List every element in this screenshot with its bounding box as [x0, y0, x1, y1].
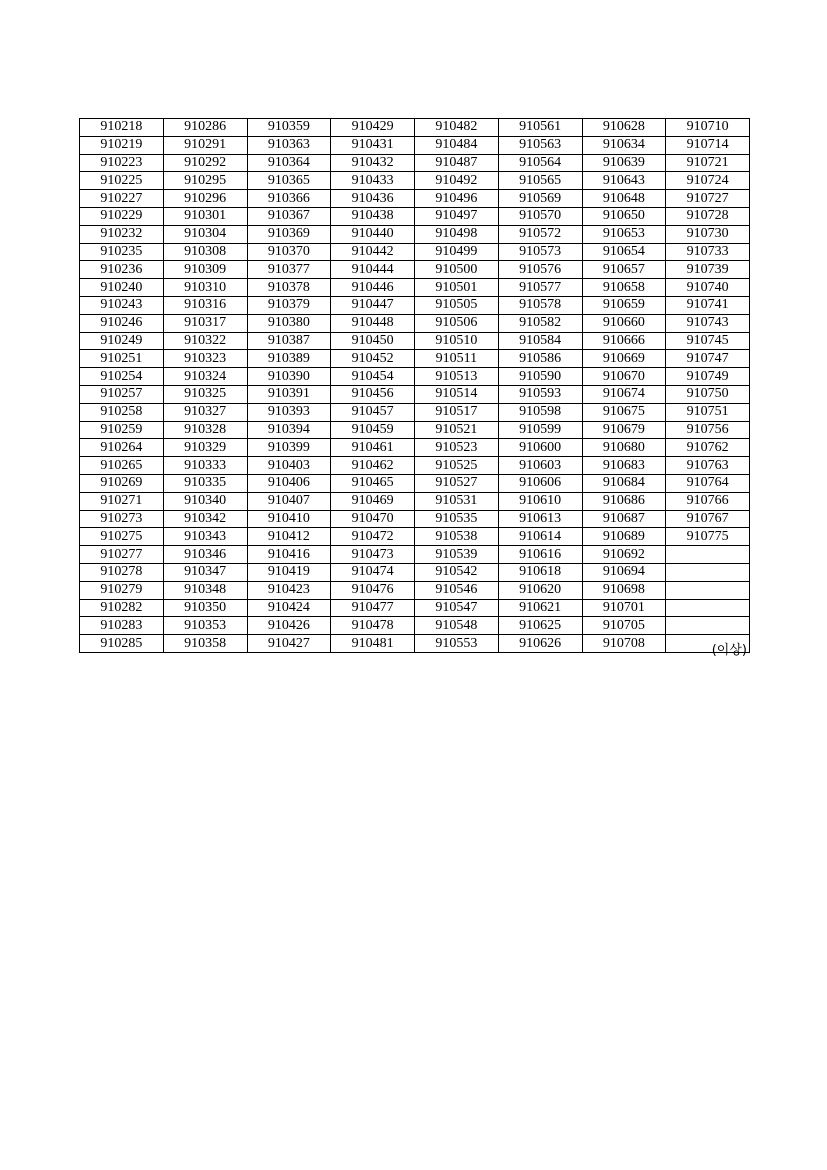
table-cell: 910648 — [582, 190, 666, 208]
table-cell: 910424 — [247, 599, 331, 617]
table-cell: 910582 — [498, 314, 582, 332]
table-cell: 910348 — [163, 581, 247, 599]
table-cell: 910470 — [331, 510, 415, 528]
table-cell: 910476 — [331, 581, 415, 599]
table-cell: 910436 — [331, 190, 415, 208]
table-cell: 910259 — [80, 421, 164, 439]
table-row — [80, 510, 750, 528]
table-row — [80, 439, 750, 457]
table-cell: 910701 — [582, 599, 666, 617]
table-cell: 910474 — [331, 563, 415, 581]
table-cell: 910465 — [331, 474, 415, 492]
table-cell: 910325 — [163, 385, 247, 403]
table-cell: 910452 — [331, 350, 415, 368]
table-cell — [666, 546, 750, 564]
table-cell: 910733 — [666, 243, 750, 261]
table-cell: 910618 — [498, 563, 582, 581]
table-cell: 910764 — [666, 474, 750, 492]
table-cell: 910359 — [247, 119, 331, 137]
table-cell: 910546 — [415, 581, 499, 599]
table-cell: 910358 — [163, 635, 247, 653]
table-cell: 910264 — [80, 439, 164, 457]
table-cell: 910675 — [582, 403, 666, 421]
table-cell: 910403 — [247, 457, 331, 475]
table-cell: 910600 — [498, 439, 582, 457]
table-cell: 910343 — [163, 528, 247, 546]
table-cell: 910659 — [582, 296, 666, 314]
table-cell: 910666 — [582, 332, 666, 350]
end-note: (이상) — [711, 643, 747, 658]
table-cell: 910621 — [498, 599, 582, 617]
table-cell: 910219 — [80, 136, 164, 154]
table-cell: 910324 — [163, 368, 247, 386]
table-cell: 910563 — [498, 136, 582, 154]
table-cell: 910429 — [331, 119, 415, 137]
table-cell: 910292 — [163, 154, 247, 172]
table-cell: 910763 — [666, 457, 750, 475]
table-row — [80, 279, 750, 297]
table-cell: 910674 — [582, 385, 666, 403]
table-cell: 910271 — [80, 492, 164, 510]
table-cell: 910497 — [415, 207, 499, 225]
table-cell: 910548 — [415, 617, 499, 635]
table-cell: 910447 — [331, 296, 415, 314]
table-row — [80, 350, 750, 368]
table-cell: 910714 — [666, 136, 750, 154]
table-cell: 910335 — [163, 474, 247, 492]
table-cell: 910523 — [415, 439, 499, 457]
table-cell: 910394 — [247, 421, 331, 439]
table-cell: 910407 — [247, 492, 331, 510]
table-cell: 910687 — [582, 510, 666, 528]
table-cell: 910686 — [582, 492, 666, 510]
table-cell: 910679 — [582, 421, 666, 439]
table-cell: 910739 — [666, 261, 750, 279]
table-cell: 910506 — [415, 314, 499, 332]
table-cell: 910419 — [247, 563, 331, 581]
table-row — [80, 492, 750, 510]
table-cell: 910235 — [80, 243, 164, 261]
table-cell: 910390 — [247, 368, 331, 386]
table-cell: 910584 — [498, 332, 582, 350]
table-cell: 910346 — [163, 546, 247, 564]
table-cell: 910481 — [331, 635, 415, 653]
table-cell: 910431 — [331, 136, 415, 154]
table-cell: 910564 — [498, 154, 582, 172]
table-cell: 910444 — [331, 261, 415, 279]
table-cell: 910369 — [247, 225, 331, 243]
table-row — [80, 296, 750, 314]
table-cell: 910538 — [415, 528, 499, 546]
table-cell: 910620 — [498, 581, 582, 599]
table-cell: 910616 — [498, 546, 582, 564]
table-cell: 910225 — [80, 172, 164, 190]
number-table-body — [80, 119, 750, 653]
table-cell: 910747 — [666, 350, 750, 368]
table-cell: 910254 — [80, 368, 164, 386]
table-cell: 910598 — [498, 403, 582, 421]
table-cell: 910660 — [582, 314, 666, 332]
table-cell — [666, 617, 750, 635]
table-cell: 910406 — [247, 474, 331, 492]
table-cell: 910762 — [666, 439, 750, 457]
table-cell: 910570 — [498, 207, 582, 225]
table-row — [80, 546, 750, 564]
table-cell: 910442 — [331, 243, 415, 261]
table-cell: 910282 — [80, 599, 164, 617]
table-cell: 910766 — [666, 492, 750, 510]
table-row — [80, 332, 750, 350]
table-cell: 910457 — [331, 403, 415, 421]
table-row — [80, 243, 750, 261]
table-cell: 910364 — [247, 154, 331, 172]
table-cell: 910547 — [415, 599, 499, 617]
table-row — [80, 457, 750, 475]
table-cell: 910658 — [582, 279, 666, 297]
table-cell: 910340 — [163, 492, 247, 510]
table-row — [80, 528, 750, 546]
table-cell: 910606 — [498, 474, 582, 492]
table-cell: 910461 — [331, 439, 415, 457]
table-cell: 910639 — [582, 154, 666, 172]
table-cell: 910569 — [498, 190, 582, 208]
table-cell: 910576 — [498, 261, 582, 279]
table-cell: 910291 — [163, 136, 247, 154]
table-row — [80, 314, 750, 332]
table-cell: 910243 — [80, 296, 164, 314]
table-cell: 910751 — [666, 403, 750, 421]
table-cell: 910482 — [415, 119, 499, 137]
table-cell: 910743 — [666, 314, 750, 332]
table-cell: 910329 — [163, 439, 247, 457]
table-cell: 910670 — [582, 368, 666, 386]
table-row — [80, 261, 750, 279]
table-cell: 910450 — [331, 332, 415, 350]
table-cell: 910251 — [80, 350, 164, 368]
table-cell: 910577 — [498, 279, 582, 297]
table-cell: 910634 — [582, 136, 666, 154]
table-cell: 910683 — [582, 457, 666, 475]
table-cell: 910363 — [247, 136, 331, 154]
table-cell: 910626 — [498, 635, 582, 653]
table-cell: 910440 — [331, 225, 415, 243]
table-cell: 910599 — [498, 421, 582, 439]
table-cell: 910496 — [415, 190, 499, 208]
number-table — [79, 118, 750, 653]
table-cell: 910296 — [163, 190, 247, 208]
table-row — [80, 119, 750, 137]
table-cell: 910728 — [666, 207, 750, 225]
table-cell: 910427 — [247, 635, 331, 653]
table-cell: 910756 — [666, 421, 750, 439]
table-cell: 910377 — [247, 261, 331, 279]
table-cell: 910353 — [163, 617, 247, 635]
table-row — [80, 635, 750, 653]
table-cell: 910342 — [163, 510, 247, 528]
table-cell: 910416 — [247, 546, 331, 564]
table-cell: 910347 — [163, 563, 247, 581]
table-cell: 910669 — [582, 350, 666, 368]
table-cell: 910698 — [582, 581, 666, 599]
table-cell: 910391 — [247, 385, 331, 403]
table-cell: 910740 — [666, 279, 750, 297]
table-cell: 910694 — [582, 563, 666, 581]
table-cell: 910531 — [415, 492, 499, 510]
table-row — [80, 581, 750, 599]
table-row — [80, 421, 750, 439]
table-cell: 910380 — [247, 314, 331, 332]
table-cell: 910741 — [666, 296, 750, 314]
table-cell: 910218 — [80, 119, 164, 137]
table-cell: 910378 — [247, 279, 331, 297]
table-cell: 910710 — [666, 119, 750, 137]
table-cell: 910542 — [415, 563, 499, 581]
table-cell: 910379 — [247, 296, 331, 314]
table-cell: 910229 — [80, 207, 164, 225]
table-cell: 910328 — [163, 421, 247, 439]
table-cell: 910572 — [498, 225, 582, 243]
table-cell: 910308 — [163, 243, 247, 261]
table-cell: 910565 — [498, 172, 582, 190]
table-cell: 910750 — [666, 385, 750, 403]
table-cell: 910692 — [582, 546, 666, 564]
table-cell: 910223 — [80, 154, 164, 172]
table-cell: 910227 — [80, 190, 164, 208]
table-cell: 910327 — [163, 403, 247, 421]
table-cell — [666, 563, 750, 581]
table-cell: 910477 — [331, 599, 415, 617]
table-cell: 910500 — [415, 261, 499, 279]
table-cell: 910708 — [582, 635, 666, 653]
table-cell: 910265 — [80, 457, 164, 475]
table-cell: 910232 — [80, 225, 164, 243]
table-cell: 910438 — [331, 207, 415, 225]
table-cell: 910236 — [80, 261, 164, 279]
table-cell: 910446 — [331, 279, 415, 297]
table-cell: 910316 — [163, 296, 247, 314]
table-cell: 910535 — [415, 510, 499, 528]
table-cell: 910249 — [80, 332, 164, 350]
table-cell: 910492 — [415, 172, 499, 190]
table-cell: 910412 — [247, 528, 331, 546]
table-cell: 910628 — [582, 119, 666, 137]
table-cell: 910517 — [415, 403, 499, 421]
table-cell: 910590 — [498, 368, 582, 386]
table-cell: 910510 — [415, 332, 499, 350]
table-cell: 910448 — [331, 314, 415, 332]
table-cell: 910653 — [582, 225, 666, 243]
table-cell: 910749 — [666, 368, 750, 386]
table-cell: 910277 — [80, 546, 164, 564]
table-row — [80, 617, 750, 635]
table-cell: 910487 — [415, 154, 499, 172]
table-row — [80, 385, 750, 403]
table-cell: 910484 — [415, 136, 499, 154]
table-cell: 910278 — [80, 563, 164, 581]
table-cell: 910650 — [582, 207, 666, 225]
table-row — [80, 154, 750, 172]
table-cell: 910350 — [163, 599, 247, 617]
table-cell: 910399 — [247, 439, 331, 457]
table-cell: 910323 — [163, 350, 247, 368]
table-cell: 910240 — [80, 279, 164, 297]
table-cell: 910657 — [582, 261, 666, 279]
table-cell: 910767 — [666, 510, 750, 528]
table-cell: 910727 — [666, 190, 750, 208]
table-cell: 910499 — [415, 243, 499, 261]
table-cell: 910387 — [247, 332, 331, 350]
table-cell: 910269 — [80, 474, 164, 492]
table-cell: 910462 — [331, 457, 415, 475]
table-cell: 910273 — [80, 510, 164, 528]
table-cell: 910389 — [247, 350, 331, 368]
table-row — [80, 403, 750, 421]
table-cell: 910304 — [163, 225, 247, 243]
table-cell: 910286 — [163, 119, 247, 137]
table-cell: 910472 — [331, 528, 415, 546]
table-cell: 910310 — [163, 279, 247, 297]
table-row — [80, 563, 750, 581]
table-cell: 910539 — [415, 546, 499, 564]
table-cell: 910578 — [498, 296, 582, 314]
table-row — [80, 136, 750, 154]
table-cell: 910654 — [582, 243, 666, 261]
table-cell: 910478 — [331, 617, 415, 635]
table-cell: 910705 — [582, 617, 666, 635]
table-cell: 910309 — [163, 261, 247, 279]
table-cell: 910525 — [415, 457, 499, 475]
table-cell: 910511 — [415, 350, 499, 368]
table-cell: 910724 — [666, 172, 750, 190]
table-cell: 910454 — [331, 368, 415, 386]
table-cell: 910370 — [247, 243, 331, 261]
table-row — [80, 368, 750, 386]
table-cell: 910301 — [163, 207, 247, 225]
table-cell: 910514 — [415, 385, 499, 403]
table-cell: 910689 — [582, 528, 666, 546]
table-cell — [666, 581, 750, 599]
table-cell — [666, 599, 750, 617]
table-cell: 910322 — [163, 332, 247, 350]
table-cell: 910246 — [80, 314, 164, 332]
table-cell: 910295 — [163, 172, 247, 190]
table-cell: 910593 — [498, 385, 582, 403]
table-cell: 910498 — [415, 225, 499, 243]
table-cell: 910745 — [666, 332, 750, 350]
table-cell: 910275 — [80, 528, 164, 546]
table-cell: 910721 — [666, 154, 750, 172]
table-cell: 910279 — [80, 581, 164, 599]
table-cell: 910501 — [415, 279, 499, 297]
table-cell: 910432 — [331, 154, 415, 172]
table-cell: 910513 — [415, 368, 499, 386]
table-cell: 910614 — [498, 528, 582, 546]
table-row — [80, 599, 750, 617]
table-cell: 910257 — [80, 385, 164, 403]
table-cell: 910410 — [247, 510, 331, 528]
table-cell: 910610 — [498, 492, 582, 510]
table-cell: 910258 — [80, 403, 164, 421]
table-cell: 910613 — [498, 510, 582, 528]
table-cell: 910283 — [80, 617, 164, 635]
table-row — [80, 190, 750, 208]
table-cell: 910317 — [163, 314, 247, 332]
table-cell: 910469 — [331, 492, 415, 510]
table-row — [80, 207, 750, 225]
table-cell: 910366 — [247, 190, 331, 208]
table-cell: 910573 — [498, 243, 582, 261]
table-cell: 910553 — [415, 635, 499, 653]
table-cell: 910603 — [498, 457, 582, 475]
table-cell: 910423 — [247, 581, 331, 599]
table-cell: 910730 — [666, 225, 750, 243]
table-row — [80, 172, 750, 190]
table-cell: 910365 — [247, 172, 331, 190]
table-cell: 910625 — [498, 617, 582, 635]
table-cell: 910561 — [498, 119, 582, 137]
table-cell: 910433 — [331, 172, 415, 190]
table-cell: 910367 — [247, 207, 331, 225]
table-cell: 910333 — [163, 457, 247, 475]
table-cell: 910680 — [582, 439, 666, 457]
table-cell: 910521 — [415, 421, 499, 439]
table-cell: 910775 — [666, 528, 750, 546]
table-cell: 910393 — [247, 403, 331, 421]
table-cell: 910586 — [498, 350, 582, 368]
table-cell: 910505 — [415, 296, 499, 314]
table-cell: 910285 — [80, 635, 164, 653]
table-row — [80, 225, 750, 243]
table-cell: 910527 — [415, 474, 499, 492]
table-cell: 910459 — [331, 421, 415, 439]
table-cell: 910643 — [582, 172, 666, 190]
table-cell: 910456 — [331, 385, 415, 403]
table-cell: 910473 — [331, 546, 415, 564]
table-cell: 910684 — [582, 474, 666, 492]
table-row — [80, 474, 750, 492]
table-cell: 910426 — [247, 617, 331, 635]
